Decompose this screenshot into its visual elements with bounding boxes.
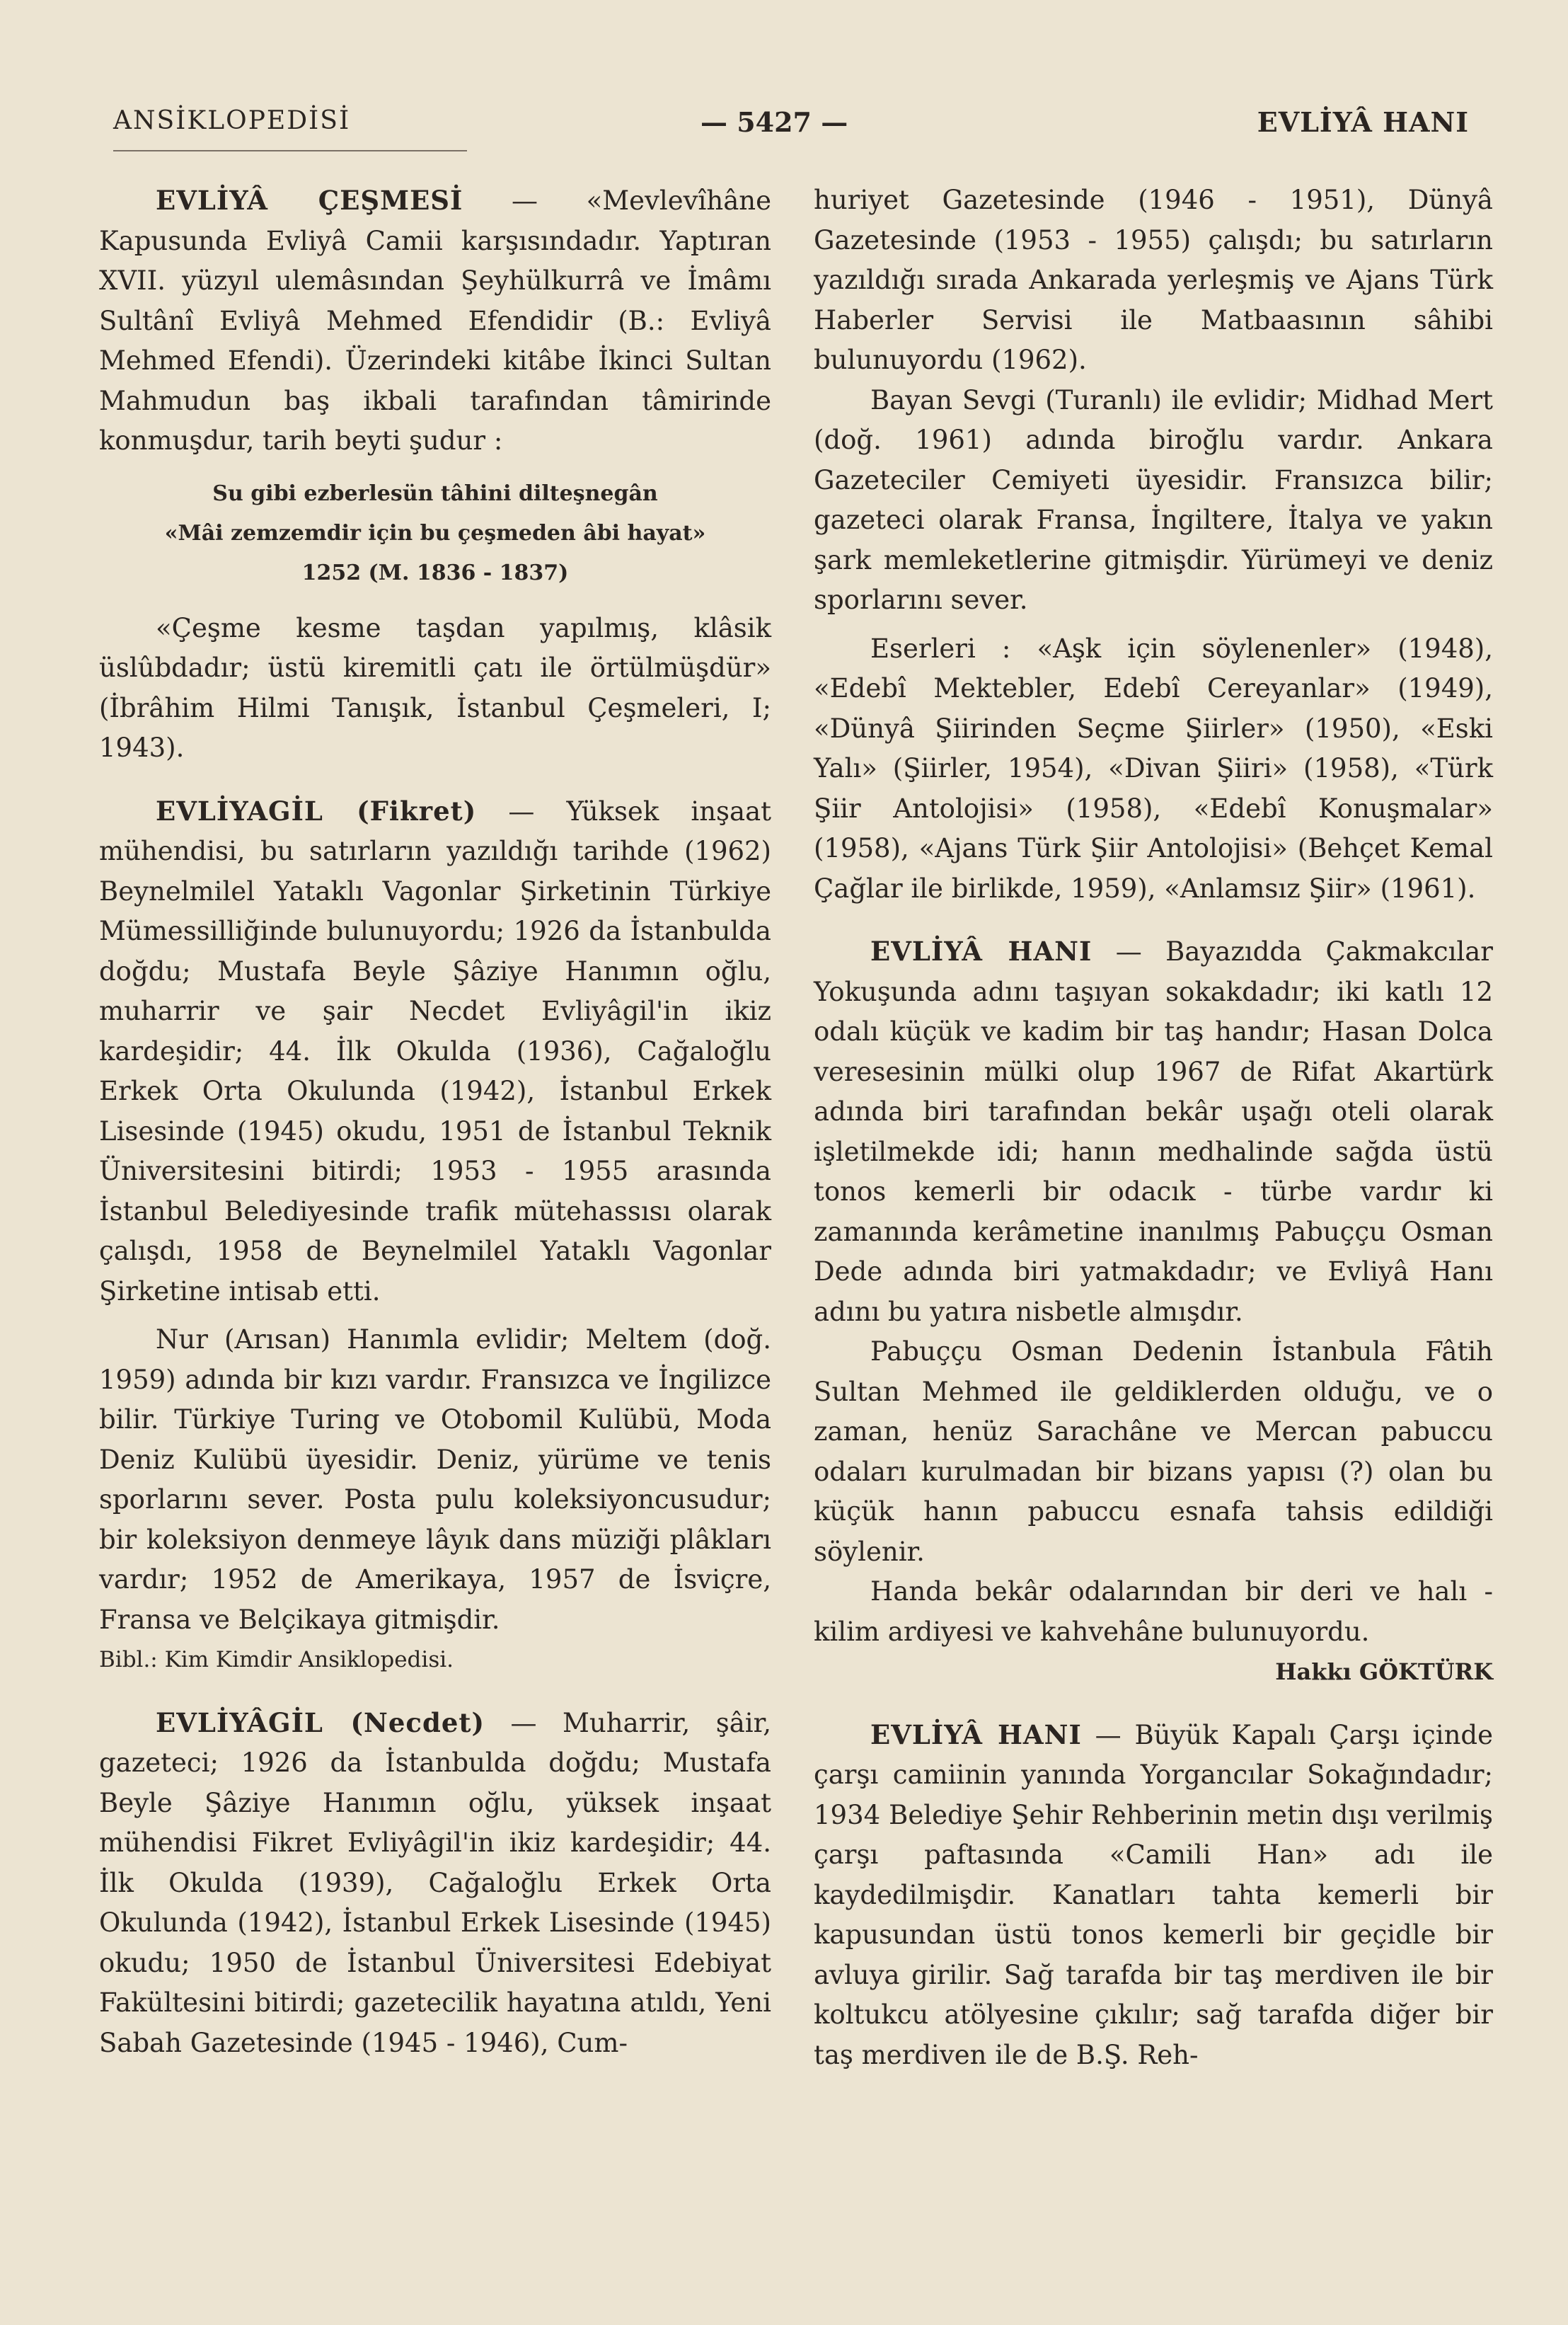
entry-heading: EVLİYÂ HANI [870, 936, 1093, 967]
entry-text: — «Mevlevîhâne Kapusunda Evliyâ Camii karşısındadır. Yaptıran XVII. yüzyıl ulemâsından Şeyhülkurrâ ve İmâmı Sultânî Evliyâ Mehmed Efendidir (B.: Evliyâ Mehmed Efendi). Üzerindeki kitâbe İkinci Sultan Mahmudun baş ikbali tarafından tâmirinde konmuşdur, tarih beyti şudur : [99, 185, 771, 456]
right-column [814, 180, 1493, 2075]
running-head-right: EVLİYÂ HANI [1257, 106, 1469, 138]
entry-heading: EVLİYÂ HANI [870, 1718, 1082, 1750]
entry-paragraph: Bayan Sevgi (Turanlı) ile evlidir; Midhad Mert (doğ. 1961) adında biroğlu vardır. Ankara Gazeteciler Cemiyeti üyesidir. Fransızca bilir; gazeteci olarak Fransa, İngiltere, İtalya ve yakın şark memleketlerine gitmişdir. Yürümeyi ve deniz sporlarını sever. [814, 384, 1493, 615]
entry-text: — Büyük Kapalı Çarşı içinde çarşı camiinin yanında Yorgancılar Sokağındadır; 1934 Belediye Şehir Rehberinin metin dışı verilmiş çarşı paftasında «Camili Han» adı ile kaydedilmişdir. Kanatları tahta kemerli bir kapusundan üstü tonos kemerli bir geçidle bir avluya girilir. Sağ tarafda bir taş merdiven ile bir koltukcu atölyesine çıkılır; sağ tarafda diğer bir taş merdiven ile de B.Ş. Reh- [814, 1719, 1493, 2070]
entry-paragraph: Nur (Arısan) Hanımla evlidir; Meltem (doğ. 1959) adında bir kızı vardır. Fransızca ve İngilizce bilir. Türkiye Turing ve Otobomil Kulübü, Moda Deniz Kulübü üyesidir. Deniz, yürüme ve tenis sporlarını sever. Posta pulu koleksiyoncusudur; bir koleksiyon denmeye lâyık dans müziği plâkları vardır; 1952 de Amerikaya, 1957 de İsviçre, Fransa ve Belçikaya gitmişdir. [99, 1324, 771, 1635]
entry-heading: EVLİYÂGİL (Necdet) [156, 1706, 485, 1738]
entry-evliyagil-fikret [99, 791, 771, 1312]
entry-paragraph: huriyet Gazetesinde (1946 - 1951), Dünyâ Gazetesinde (1953 - 1955) çalışdı; bu satırların yazıldığı sırada Ankarada yerleşmiş ve Ajans Türk Haberler Servisi ile Matbaasının sâhibi bulunuyordu (1962). [814, 185, 1493, 375]
entry-text: — Muharrir, şâir, gazeteci; 1926 da İstanbulda doğdu; Mustafa Beyle Şâziye Hanımın oğlu, yüksek inşaat mühendisi Fikret Evliyâgil'in ikiz kardeşidir; 44. İlk Okulda (1939), Cağaloğlu Erkek Orta Okulunda (1942), İstanbul Erkek Lisesinde (1945) okudu; 1950 de İstanbul Üniversitesi Edebiyat Fakültesini bitirdi; gazetecilik hayatına atıldı, Yeni Sabah Gazetesinde (1945 - 1946), Cum- [99, 1707, 772, 2058]
entry-paragraph: Handa bekâr odalarından bir deri ve halı - kilim ardiyesi ve kahvehâne bulunuyordu. [814, 1576, 1493, 1647]
verse-line: Su gibi ezberlesün tâhini dilteşnegân [212, 481, 658, 506]
entry-text: — Bayazıdda Çakmakcılar Yokuşunda adını taşıyan sokakdadır; iki katlı 12 odalı küçük ve kadim bir taş handır; Hasan Dolca veresesinin mülki olup 1967 de Rifat Akartürk adında biri tarafından bekâr uşağı oteli olarak işletilmekde idi; hanın medhalinde sağda üstü tonos kemerli bir odacık - türbe vardır ki zamanında kerâmetine inanılmış Pabuççu Osman Dede adında biri yatmakdadır; ve Evliyâ Hanı adını bu yatıra nisbetle almışdır. [814, 936, 1493, 1327]
entry-heading: EVLİYÂ ÇEŞMESİ [156, 185, 463, 216]
left-column [99, 180, 771, 2063]
entry-heading: EVLİYAGİL (Fikret) [156, 795, 477, 827]
entry-evliya-hani-2 [814, 1715, 1493, 2076]
page-header [0, 106, 1568, 149]
verse-line: «Mâi zemzemdir için bu çeşmeden âbi hayat» [164, 520, 706, 546]
entry-evliya-cesmesi [99, 180, 771, 461]
entry-works: Eserleri : «Aşk için söylenenler» (1948), «Edebî Mektebler, Edebî Cereyanlar» (1949), «Dünyâ Şiirinden Seçme Şiirler» (1950), «Eski Yalı» (Şiirler, 1954), «Divan Şiiri» (1958), «Türk Şiir Antolojisi» (1958), «Edebî Konuşmalar» (1958), «Ajans Türk Şiir Antolojisi» (Behçet Kemal Çağlar ile birlikde, 1959), «Anlamsız Şiir» (1961). [814, 633, 1493, 904]
entry-text: — Yüksek inşaat mühendisi, bu satırların yazıldığı tarihde (1962) Beynelmilel Yataklı Vagonlar Şirketinin Türkiye Mümessilliğinde bulunuyordu; 1926 da İstanbulda doğdu; Mustafa Beyle Şâziye Hanımın oğlu, muharrir ve şair Necdet Evliyâgil'in ikiz kardeşidir; 44. İlk Okulda (1936), Cağaloğlu Erkek Orta Okulunda (1942), İstanbul Erkek Lisesinde (1945) okudu, 1951 de İstanbul Teknik Üniversitesini bitirdi; 1953 - 1955 arasında İstanbul Belediyesinde trafik mütehassısı olarak çalışdı, 1958 de Beynelmilel Yataklı Vagonlar Şirketine intisab etti. [99, 796, 772, 1307]
entry-evliyagil-necdet [99, 1703, 771, 2064]
bibliography: Bibl.: Kim Kimdir Ansiklopedisi. [99, 1647, 454, 1672]
header-rule [113, 150, 467, 151]
inscription-verse [99, 474, 771, 593]
author-signature: Hakkı GÖKTÜRK [1275, 1658, 1493, 1685]
verse-date: 1252 (M. 1836 - 1837) [301, 560, 569, 585]
entry-paragraph: Pabuççu Osman Dedenin İstanbula Fâtih Sultan Mehmed ile geldiklerden olduğu, ve o zaman, henüz Sarachâne ve Mercan pabuccu odaları kurulmadan bir bizans yapısı (?) olan bu küçük hanın pabuccu esnafa tahsis edildiği söylenir. [814, 1336, 1493, 1567]
entry-paragraph: «Çeşme kesme taşdan yapılmış, klâsik üslûbdadır; üstü kiremitli çatı ile örtülmüşdür» (İbrâhim Hilmi Tanışık, İstanbul Çeşmeleri, I; 1943). [99, 612, 771, 763]
running-head-left: ANSİKLOPEDİSİ [113, 106, 351, 135]
entry-evliya-hani-1 [814, 931, 1493, 1332]
page-number: — 5427 — [701, 106, 848, 138]
